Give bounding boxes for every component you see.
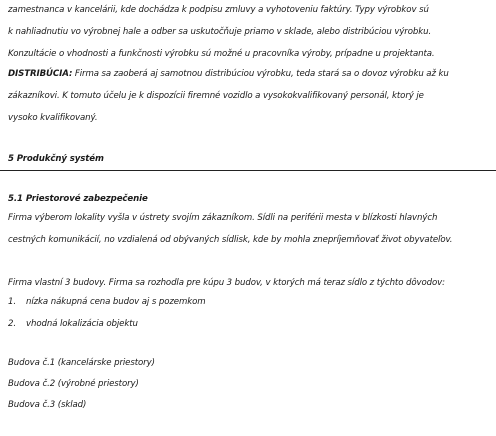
- list-item-number: 2.: [8, 319, 16, 329]
- distribution-paragraph: [8, 68, 449, 80]
- distribution-line-2: zákazníkovi. K tomuto účelu je k dispozícii firemné vozidlo a vysokokvalifikovaný personál, ktorý je: [8, 91, 424, 101]
- building-1: Budova č.1 (kancelárske priestory): [8, 358, 155, 368]
- building-2: Budova č.2 (výrobné priestory): [8, 379, 139, 389]
- distribution-line-3: vysoko kvalifikovaný.: [8, 113, 98, 123]
- list-item: vhodná lokalizácia objektu: [26, 319, 138, 329]
- section-5-heading: 5 Produkčný systém: [8, 154, 104, 164]
- distribution-label: DISTRIBÚCIA:: [8, 69, 73, 79]
- location-line-2: cestných komunikácií, no vzdialená od obývaných sídlisk, kde by mohla znepríjemňovať život obyvateľov.: [8, 235, 453, 245]
- section-divider: [0, 170, 496, 171]
- intro-line-3: Konzultácie o vhodnosti a funkčnosti výrobku sú možné u pracovníka výroby, prípadne u projektanta.: [8, 49, 435, 59]
- buildings-intro: Firma vlastní 3 budovy. Firma sa rozhodla pre kúpu 3 budov, v ktorých má teraz sídlo z týchto dôvodov:: [8, 278, 445, 288]
- intro-line-1: zamestnanca v kancelárii, kde dochádza k podpisu zmluvy a vyhotoveniu faktúry. Typy výrobkov sú: [8, 5, 429, 15]
- intro-line-2: k nahliadnutiu vo výrobnej hale a odber sa uskutočňuje priamo v sklade, alebo distribúciou výrobku.: [8, 27, 432, 37]
- location-line-1: Firma výberom lokality vyšla v ústrety svojím zákazníkom. Sídli na periférii mesta v blízkosti hlavných: [8, 213, 438, 223]
- distribution-line-1: Firma sa zaoberá aj samotnou distribúciou výrobku, teda stará sa o dovoz výrobku až ku: [72, 69, 449, 79]
- list-item-number: 1.: [8, 297, 16, 307]
- list-item: nízka nákupná cena budov aj s pozemkom: [26, 297, 206, 307]
- section-5-1-heading: 5.1 Priestorové zabezpečenie: [8, 194, 148, 204]
- building-3: Budova č.3 (sklad): [8, 400, 87, 410]
